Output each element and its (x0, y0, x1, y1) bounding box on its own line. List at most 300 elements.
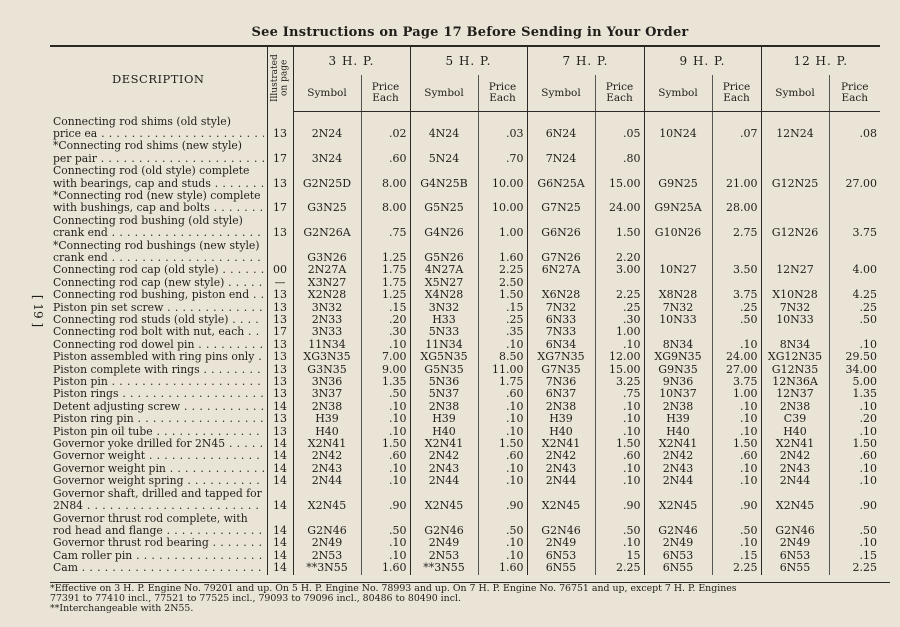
part-price: .10 (478, 537, 527, 549)
part-description: Cam roller pin . . . (50, 550, 267, 562)
part-symbol: X10N28 (761, 289, 829, 301)
hp-header-12: 12 H. P. (761, 46, 880, 75)
part-price: .90 (478, 488, 527, 513)
part-symbol: X2N28 (293, 289, 361, 301)
part-symbol: H39 (527, 413, 595, 425)
part-price: .10 (595, 463, 644, 475)
part-price: .15 (712, 550, 761, 562)
table-row (50, 537, 880, 549)
part-symbol: H39 (410, 413, 478, 425)
part-price: 10.00 (478, 165, 527, 190)
table-row (50, 413, 880, 425)
part-symbol: G12N26 (761, 215, 829, 240)
part-price: .10 (595, 413, 644, 425)
part-price: .10 (595, 401, 644, 413)
hp-header-3: 3 H. P. (293, 46, 410, 75)
part-symbol: XG9N35 (644, 351, 712, 363)
part-symbol: X2N45 (761, 488, 829, 513)
parts-price-table (50, 45, 880, 575)
part-symbol: 2N43 (644, 463, 712, 475)
part-price: .10 (478, 413, 527, 425)
part-symbol: G9N25A (644, 190, 712, 215)
part-price: 1.75 (361, 264, 410, 276)
part-symbol: G7N25 (527, 190, 595, 215)
illustrated-page: 14 (267, 463, 293, 475)
part-symbol: 7N36 (527, 376, 595, 388)
part-symbol: X4N28 (410, 289, 478, 301)
illustrated-page: 13 (267, 364, 293, 376)
price-each-header: Price Each (478, 75, 527, 112)
part-description: Piston complete with rings . . . (50, 364, 267, 376)
part-symbol: H40 (293, 426, 361, 438)
part-symbol: 2N53 (410, 550, 478, 562)
illustrated-page: 17 (267, 140, 293, 165)
part-symbol: 2N49 (410, 537, 478, 549)
part-price: .80 (595, 140, 644, 165)
illustrated-page (267, 240, 293, 265)
part-price: .60 (361, 450, 410, 462)
part-price: .10 (712, 413, 761, 425)
part-price: 24.00 (712, 351, 761, 363)
part-price: 24.00 (595, 190, 644, 215)
part-symbol: 3N33 (293, 326, 361, 338)
part-symbol: H40 (644, 426, 712, 438)
part-price: .50 (361, 513, 410, 538)
part-symbol: G2N46 (761, 513, 829, 538)
part-price: .10 (361, 413, 410, 425)
part-symbol: 2N38 (293, 401, 361, 413)
illustrated-page: 14 (267, 537, 293, 549)
part-symbol: X2N45 (644, 488, 712, 513)
part-symbol: 2N42 (644, 450, 712, 462)
part-description: Connecting rod bolt with nut, each . . . (50, 326, 267, 338)
illustrated-page: 13 (267, 289, 293, 301)
price-each-header: Price Each (361, 75, 410, 112)
part-price: .10 (361, 475, 410, 487)
table-row (50, 562, 880, 574)
part-price: .50 (595, 513, 644, 538)
part-symbol: XG12N35 (761, 351, 829, 363)
part-price: .50 (829, 513, 880, 538)
part-symbol: XG3N35 (293, 351, 361, 363)
part-symbol: X2N41 (293, 438, 361, 450)
part-description: Connecting rod bushing (old style) crank end . . . (50, 215, 267, 240)
part-description: Connecting rod shims (old style) price ea . . . (50, 112, 267, 141)
table-row (50, 450, 880, 462)
part-price: .10 (712, 401, 761, 413)
part-price: 1.35 (361, 376, 410, 388)
part-price: 3.75 (712, 289, 761, 301)
part-price: 15 (595, 550, 644, 562)
part-price: 1.00 (595, 326, 644, 338)
part-price: 21.00 (712, 165, 761, 190)
part-price: .10 (595, 537, 644, 549)
part-price: .25 (478, 314, 527, 326)
part-symbol: 2N42 (410, 450, 478, 462)
part-symbol: G2N46 (527, 513, 595, 538)
part-price: .10 (712, 475, 761, 487)
footnote-effective-1: *Effective on 3 H. P. Engine No. 79201 and up. On 5 H. P. Engine No. 78993 and up. On 7 H. P. Engine No. 76751 and up, except 7 H. P. Engines (50, 583, 737, 594)
illustrated-page: 17 (267, 326, 293, 338)
part-description: *Connecting rod bushings (new style) crank end . . . (50, 240, 267, 265)
part-symbol: **3N55 (293, 562, 361, 574)
table-row (50, 165, 880, 190)
part-symbol: X2N41 (761, 438, 829, 450)
part-symbol: 3N32 (410, 302, 478, 314)
symbol-header: Symbol (644, 75, 712, 112)
illustrated-page: 14 (267, 438, 293, 450)
table-row (50, 326, 880, 338)
part-price: 3.25 (595, 376, 644, 388)
table-row (50, 488, 880, 513)
part-symbol: G2N46 (410, 513, 478, 538)
part-symbol: 10N24 (644, 112, 712, 141)
part-price: 2.25 (595, 289, 644, 301)
part-price: .60 (712, 450, 761, 462)
part-symbol: 2N43 (527, 463, 595, 475)
table-row (50, 140, 880, 165)
part-symbol: H33 (410, 314, 478, 326)
part-symbol: 6N34 (527, 339, 595, 351)
illustrated-page: 13 (267, 165, 293, 190)
side-page-number: [ 19 ] (31, 294, 46, 328)
part-price: .05 (595, 112, 644, 141)
illustrated-page: 13 (267, 388, 293, 400)
illustrated-page: 13 (267, 215, 293, 240)
part-symbol: 7N32 (761, 302, 829, 314)
illustrated-page: 13 (267, 426, 293, 438)
part-symbol: H39 (293, 413, 361, 425)
part-price: 2.50 (478, 277, 527, 289)
part-symbol: X6N28 (527, 289, 595, 301)
illustrated-page: 13 (267, 339, 293, 351)
part-price: .60 (595, 450, 644, 462)
part-symbol: X8N28 (644, 289, 712, 301)
part-description: Connecting rod cap (new style) . . . (50, 277, 267, 289)
part-price: 3.75 (712, 376, 761, 388)
part-price: 10.00 (478, 190, 527, 215)
part-price: .60 (829, 450, 880, 462)
part-price: .50 (478, 513, 527, 538)
part-symbol: 2N27A (293, 264, 361, 276)
part-price: .30 (595, 314, 644, 326)
table-row (50, 513, 880, 538)
part-symbol: 6N27A (527, 264, 595, 276)
part-symbol: 2N42 (527, 450, 595, 462)
part-price: .10 (361, 426, 410, 438)
part-symbol: 7N33 (527, 326, 595, 338)
part-symbol: 5N36 (410, 376, 478, 388)
part-price: .10 (829, 537, 880, 549)
part-symbol: 6N24 (527, 112, 595, 141)
part-price: 15.00 (595, 165, 644, 190)
part-symbol: 3N32 (293, 302, 361, 314)
part-symbol (761, 326, 829, 338)
part-price: 15.00 (595, 364, 644, 376)
part-symbol: 10N33 (644, 314, 712, 326)
illustrated-page: 00 (267, 264, 293, 276)
part-symbol: 6N53 (761, 550, 829, 562)
part-description: Piston ring pin . . . (50, 413, 267, 425)
table-row (50, 351, 880, 363)
part-price: .10 (595, 475, 644, 487)
part-symbol: XG5N35 (410, 351, 478, 363)
part-symbol: 12N37 (761, 388, 829, 400)
part-symbol: 2N44 (644, 475, 712, 487)
part-symbol: G12N25 (761, 165, 829, 190)
part-price: .60 (478, 450, 527, 462)
part-price: 4.00 (829, 264, 880, 276)
part-price: .10 (478, 339, 527, 351)
part-symbol: 2N49 (644, 537, 712, 549)
part-symbol: 2N49 (293, 537, 361, 549)
part-symbol: 6N53 (644, 550, 712, 562)
part-price: 4.25 (829, 289, 880, 301)
part-description: Cam . . . (50, 562, 267, 574)
part-symbol: G2N46 (644, 513, 712, 538)
part-price: .10 (361, 401, 410, 413)
part-symbol: X2N41 (410, 438, 478, 450)
part-price (712, 326, 761, 338)
part-symbol: 3N36 (293, 376, 361, 388)
part-description: *Connecting rod shims (new style) per pair . . . (50, 140, 267, 165)
part-description: Connecting rod (old style) complete with bearings, cap and studs . . . (50, 165, 267, 190)
illustrated-page: 13 (267, 376, 293, 388)
part-symbol: X2N45 (293, 488, 361, 513)
part-symbol: 2N33 (293, 314, 361, 326)
part-price: 12.00 (595, 351, 644, 363)
part-price: .10 (829, 463, 880, 475)
part-symbol: G10N26 (644, 215, 712, 240)
part-price: 1.35 (829, 388, 880, 400)
part-symbol: X3N27 (293, 277, 361, 289)
part-description: Piston rings . . . (50, 388, 267, 400)
part-symbol: 2N38 (644, 401, 712, 413)
part-description: Piston pin set screw . . . (50, 302, 267, 314)
part-symbol: 11N34 (410, 339, 478, 351)
part-description: Governor thrust rod bearing . . . (50, 537, 267, 549)
part-price: .30 (361, 326, 410, 338)
part-price: .10 (712, 426, 761, 438)
part-price: .10 (712, 339, 761, 351)
illustrated-page: 14 (267, 475, 293, 487)
part-symbol: G3N35 (293, 364, 361, 376)
part-symbol: 6N53 (527, 550, 595, 562)
symbol-header: Symbol (410, 75, 478, 112)
hp-header-5: 5 H. P. (410, 46, 527, 75)
part-symbol: 10N33 (761, 314, 829, 326)
part-price: .25 (712, 302, 761, 314)
part-description: Connecting rod bushing, piston end . . . (50, 289, 267, 301)
part-price: .50 (829, 314, 880, 326)
part-symbol: H40 (761, 426, 829, 438)
illustrated-page: 13 (267, 112, 293, 141)
part-price: .75 (595, 388, 644, 400)
part-symbol: H40 (527, 426, 595, 438)
part-symbol: 6N55 (644, 562, 712, 574)
part-symbol: 7N32 (527, 302, 595, 314)
part-symbol: 9N36 (644, 376, 712, 388)
part-price: .50 (712, 513, 761, 538)
part-symbol: 2N43 (293, 463, 361, 475)
part-price: .50 (361, 388, 410, 400)
part-symbol: C39 (761, 413, 829, 425)
part-price: 1.50 (595, 215, 644, 240)
part-symbol: H39 (644, 413, 712, 425)
part-symbol: **3N55 (410, 562, 478, 574)
part-symbol: G2N26A (293, 215, 361, 240)
table-row (50, 475, 880, 487)
part-description: Detent adjusting screw . . . (50, 401, 267, 413)
part-price: 2.25 (712, 562, 761, 574)
part-price: 5.00 (829, 376, 880, 388)
price-each-header: Price Each (829, 75, 880, 112)
part-symbol: 5N33 (410, 326, 478, 338)
table-row (50, 190, 880, 215)
table-row (50, 240, 880, 265)
table-row (50, 112, 880, 141)
part-price: 27.00 (829, 165, 880, 190)
part-symbol: G6N26 (527, 215, 595, 240)
part-symbol: G5N26 (410, 240, 478, 265)
price-each-header: Price Each (595, 75, 644, 112)
part-price: .02 (361, 112, 410, 141)
illustrated-page: 13 (267, 302, 293, 314)
part-symbol (644, 326, 712, 338)
part-symbol: 4N27A (410, 264, 478, 276)
part-price: .10 (829, 339, 880, 351)
illustrated-page: 14 (267, 401, 293, 413)
illustrated-page: 14 (267, 513, 293, 538)
part-price: .25 (595, 302, 644, 314)
part-symbol: G7N26 (527, 240, 595, 265)
part-description: Connecting rod studs (old style) . . . (50, 314, 267, 326)
part-price: 34.00 (829, 364, 880, 376)
part-price: .25 (829, 302, 880, 314)
part-description: Governor thrust rod complete, with rod head and flange . . . (50, 513, 267, 538)
part-price: .20 (361, 314, 410, 326)
part-price: .90 (829, 488, 880, 513)
part-price: 1.60 (478, 240, 527, 265)
part-price: 28.00 (712, 190, 761, 215)
part-price (829, 326, 880, 338)
part-symbol (761, 240, 829, 265)
part-price: .90 (361, 488, 410, 513)
part-price: 9.00 (361, 364, 410, 376)
part-symbol: 2N43 (410, 463, 478, 475)
part-symbol: 2N24 (293, 112, 361, 141)
part-price: 2.25 (478, 264, 527, 276)
part-price: .60 (361, 140, 410, 165)
footnote-effective-2: 77391 to 77410 incl., 77521 to 77525 incl., 79093 to 79096 incl., 80486 to 80490 incl. (50, 593, 461, 605)
part-symbol: XG7N35 (527, 351, 595, 363)
part-symbol: 12N24 (761, 112, 829, 141)
illustrated-page: — (267, 277, 293, 289)
part-price: 11.00 (478, 364, 527, 376)
part-price: 1.60 (361, 562, 410, 574)
part-description: Connecting rod cap (old style) . . . (50, 264, 267, 276)
part-symbol: G9N25 (644, 165, 712, 190)
part-price: 8.00 (361, 190, 410, 215)
part-price (712, 240, 761, 265)
part-price: .10 (829, 475, 880, 487)
part-symbol: 2N38 (527, 401, 595, 413)
part-description: Governor weight spring . . . (50, 475, 267, 487)
part-symbol: G3N26 (293, 240, 361, 265)
part-price: 3.50 (712, 264, 761, 276)
part-price: 7.00 (361, 351, 410, 363)
part-price: 2.75 (712, 215, 761, 240)
part-price: 1.50 (712, 438, 761, 450)
part-symbol: G4N26 (410, 215, 478, 240)
part-price (829, 140, 880, 165)
hp-header-9: 9 H. P. (644, 46, 761, 75)
part-symbol: 2N49 (527, 537, 595, 549)
part-price: .10 (361, 463, 410, 475)
part-price: .10 (712, 463, 761, 475)
part-symbol: 2N38 (410, 401, 478, 413)
part-price (829, 190, 880, 215)
page-header: See Instructions on Page 17 Before Sending in Your Order (251, 25, 689, 40)
part-symbol: X2N41 (644, 438, 712, 450)
part-price: .10 (595, 339, 644, 351)
part-price: .20 (829, 413, 880, 425)
part-price: 1.50 (478, 438, 527, 450)
part-symbol: 3N24 (293, 140, 361, 165)
part-symbol: X2N41 (527, 438, 595, 450)
part-symbol: 8N34 (644, 339, 712, 351)
illustrated-page: 17 (267, 190, 293, 215)
part-description: Governor yoke drilled for 2N45 . . . (50, 438, 267, 450)
part-price: 1.50 (595, 438, 644, 450)
part-symbol: 7N24 (527, 140, 595, 165)
illustrated-page: 14 (267, 550, 293, 562)
part-price: .75 (361, 215, 410, 240)
part-price: 1.50 (478, 289, 527, 301)
part-price: 1.25 (361, 240, 410, 265)
part-price: .10 (478, 401, 527, 413)
part-description: Governor weight . . . (50, 450, 267, 462)
part-symbol: X2N45 (527, 488, 595, 513)
part-symbol: 10N27 (644, 264, 712, 276)
part-price: 1.60 (478, 562, 527, 574)
part-price: .90 (712, 488, 761, 513)
part-price: .10 (478, 475, 527, 487)
part-symbol: 6N37 (527, 388, 595, 400)
part-symbol: 2N49 (761, 537, 829, 549)
hp-header-7: 7 H. P. (527, 46, 644, 75)
part-price: .10 (478, 426, 527, 438)
part-price: 1.00 (712, 388, 761, 400)
part-price: 2.25 (829, 562, 880, 574)
part-symbol: 10N37 (644, 388, 712, 400)
part-symbol: 7N32 (644, 302, 712, 314)
part-price: 1.50 (361, 438, 410, 450)
illustrated-header: Illustrated on page (267, 46, 293, 112)
price-each-header: Price Each (712, 75, 761, 112)
part-symbol: 12N27 (761, 264, 829, 276)
part-symbol: 2N44 (293, 475, 361, 487)
table-row (50, 314, 880, 326)
part-price (829, 240, 880, 265)
part-price: .10 (478, 463, 527, 475)
part-symbol: 6N33 (527, 314, 595, 326)
table-row (50, 388, 880, 400)
part-symbol: 6N55 (527, 562, 595, 574)
part-symbol: 5N24 (410, 140, 478, 165)
part-price: 1.00 (478, 215, 527, 240)
part-price: .15 (829, 550, 880, 562)
